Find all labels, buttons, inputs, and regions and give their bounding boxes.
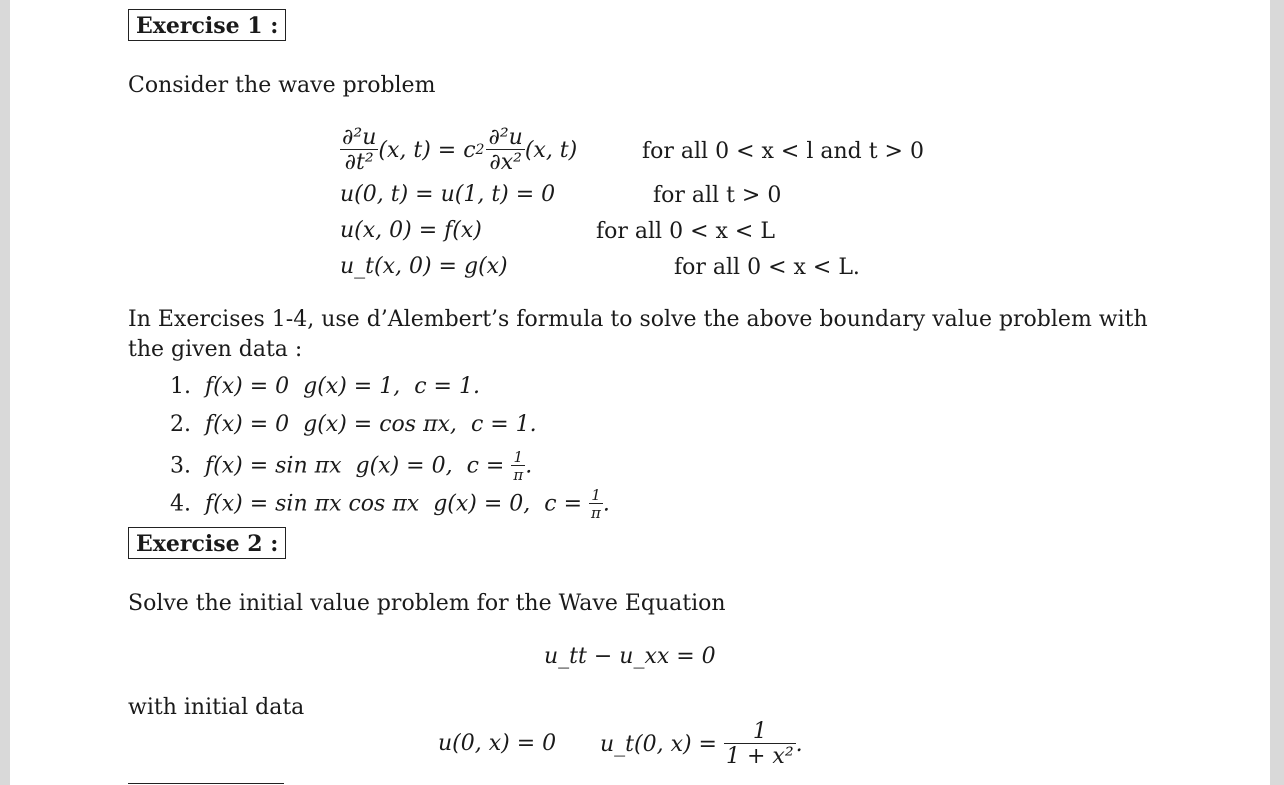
ic1-condition: for all 0 < x < L bbox=[596, 219, 775, 244]
viewer-left-margin bbox=[0, 0, 10, 785]
exercise-2-intro: Solve the initial value problem for the Wave Equation bbox=[128, 591, 726, 616]
exercise-2-heading: Exercise 2 : bbox=[128, 527, 286, 559]
list-item: 1. f(x) = 0 g(x) = 1, c = 1. bbox=[170, 374, 480, 399]
ic2-condition: for all 0 < x < L. bbox=[674, 255, 860, 280]
rhs-fraction: $\frac{\text{∂²u}}{\text{∂x²}}$ bbox=[488, 124, 523, 175]
pde-condition: for all 0 < x < l and t > 0 bbox=[642, 139, 924, 164]
wave-pde: $\frac{\text{∂²u}}{\text{∂t²}}$ (x, t) = c 2 $\frac{\text{∂²u}}{\text{∂x²}}$ (x, t) bbox=[342, 124, 578, 175]
document-page bbox=[10, 0, 1270, 785]
exercise-1-heading: Exercise 1 : bbox=[128, 9, 286, 41]
section-divider bbox=[128, 783, 284, 784]
one-over-pi: $\frac{1}{\pi}$ bbox=[513, 448, 524, 484]
bc-condition: for all t > 0 bbox=[653, 183, 782, 208]
exercise-1-intro: Consider the wave problem bbox=[128, 73, 436, 98]
with-initial-data: with initial data bbox=[128, 695, 305, 720]
one-over-pi: $\frac{1}{\pi}$ bbox=[591, 486, 601, 522]
initial-condition-ut: u_t(0, x) = $\frac{1}{\text{1 + x²}}$ . bbox=[600, 718, 803, 769]
list-item: 3. f(x) = sin πx g(x) = 0, c = $\frac{1}{\pi}$ . bbox=[170, 448, 533, 484]
viewer-scrollbar-track[interactable] bbox=[1270, 0, 1284, 785]
initial-condition-u: u(0, x) = 0 bbox=[438, 731, 557, 756]
list-item: 4. f(x) = sin πx cos πx g(x) = 0, c = $\frac{1}{\pi}$ . bbox=[170, 486, 610, 522]
list-item: 2. f(x) = 0 g(x) = cos πx, c = 1. bbox=[170, 412, 537, 437]
lhs-args: (x, t) = c bbox=[378, 137, 476, 163]
wave-equation: u_tt − u_xx = 0 bbox=[544, 644, 716, 669]
instructions-line-2: the given data : bbox=[128, 337, 303, 362]
rhs-args: (x, t) bbox=[524, 137, 578, 163]
boundary-condition: u(0, t) = u(1, t) = 0 bbox=[340, 182, 556, 207]
initial-condition-ut: u_t(x, 0) = g(x) bbox=[340, 254, 508, 279]
instructions-line-1: In Exercises 1-4, use d’Alembert’s formula to solve the above boundary value problem with bbox=[128, 307, 1148, 332]
lhs-fraction: $\frac{\text{∂²u}}{\text{∂t²}}$ bbox=[342, 124, 377, 175]
ic-fraction: $\frac{1}{\text{1 + x²}}$ bbox=[726, 718, 794, 769]
initial-condition-u: u(x, 0) = f(x) bbox=[340, 218, 482, 243]
